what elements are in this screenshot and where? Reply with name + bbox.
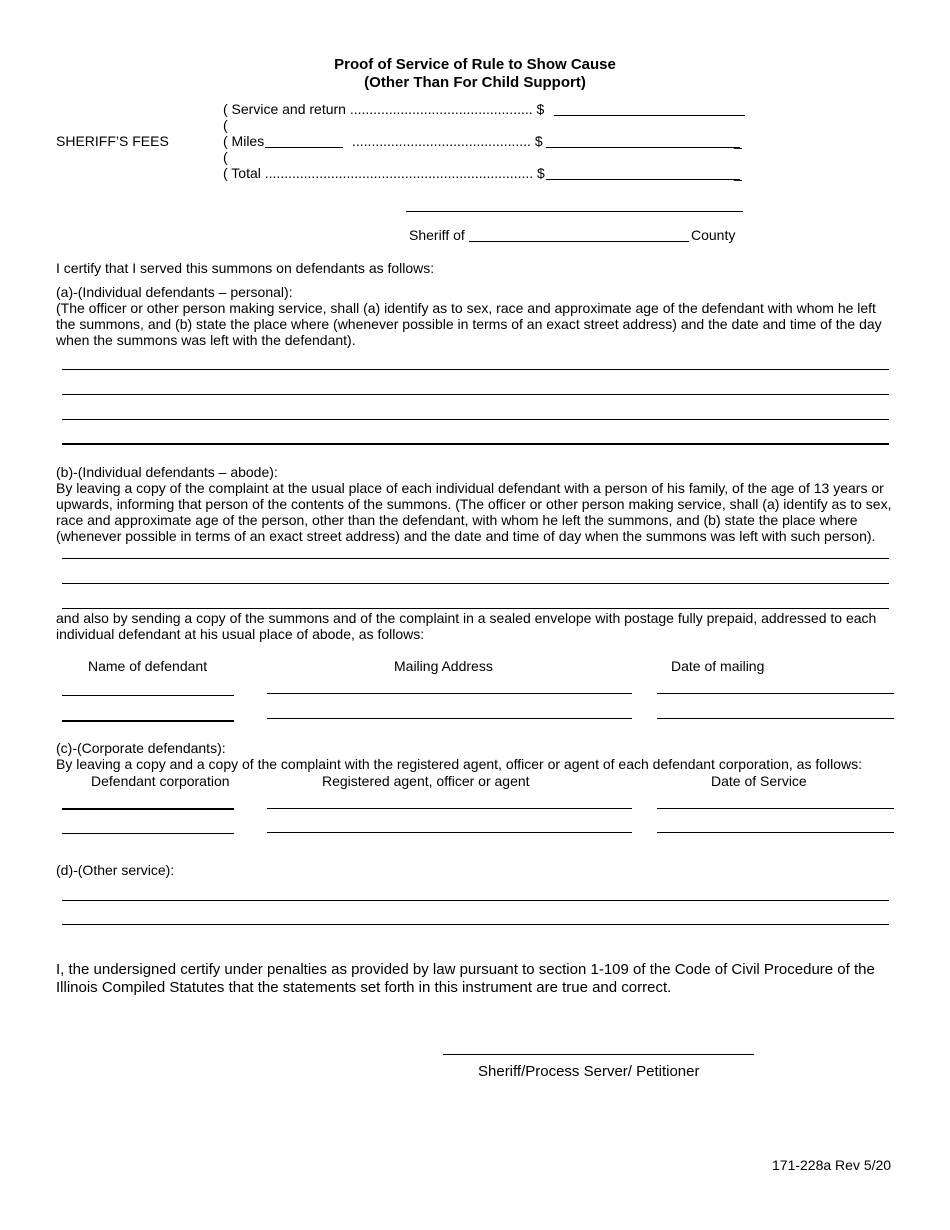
date-of-mailing-field[interactable] — [657, 693, 894, 694]
service-return-label: ( Service and return ............................................... $ — [223, 101, 545, 117]
section-a-heading: (a)-(Individual defendants – personal): — [56, 284, 293, 300]
section-b-heading: (b)-(Individual defendants – abode): — [56, 464, 278, 480]
sheriff-signature-line[interactable] — [406, 211, 743, 212]
section-d-line[interactable] — [62, 900, 889, 901]
section-a-line[interactable] — [62, 419, 889, 420]
certify-intro: I certify that I served this summons on defendants as follows: — [56, 260, 435, 276]
defendant-name-field[interactable] — [62, 695, 234, 696]
section-a-line[interactable] — [62, 394, 889, 395]
miles-label: ( Miles — [223, 133, 265, 149]
defendant-corporation-field[interactable] — [62, 808, 234, 810]
miles-underscore: _ — [734, 133, 742, 149]
form-number: 171-228a Rev 5/20 — [772, 1157, 892, 1173]
county-label: County — [691, 227, 736, 243]
registered-agent-field[interactable] — [267, 832, 632, 833]
column-header-date-of-service: Date of Service — [711, 773, 807, 789]
defendant-name-field[interactable] — [62, 720, 234, 722]
miles-count-field[interactable] — [265, 147, 343, 148]
column-header-defendant-corporation: Defendant corporation — [91, 773, 230, 789]
form-subtitle: (Other Than For Child Support) — [364, 74, 586, 91]
fees-paren: ( — [223, 117, 228, 133]
service-return-field[interactable] — [554, 115, 745, 116]
miles-amount-field[interactable] — [546, 147, 740, 148]
mailing-address-field[interactable] — [267, 693, 632, 694]
section-a-line[interactable] — [62, 369, 889, 370]
total-underscore: _ — [734, 165, 742, 181]
total-amount-field[interactable] — [546, 179, 740, 180]
section-a-instructions: (The officer or other person making service, shall (a) identify as to sex, race and approximate age of the defendant with whom he left the summons, and (b) state the place where (whenever possible in terms of an exact street address) and the date and time of the day when the summons was left with the defendant). — [56, 300, 882, 348]
section-c-heading: (c)-(Corporate defendants): — [56, 740, 226, 756]
column-header-registered-agent: Registered agent, officer or agent — [322, 773, 530, 789]
section-b-instructions: By leaving a copy of the complaint at the usual place of each individual defendant with a person of his family, of the age of 13 years or upwards, informing that person of the contents of the summons. (The officer or other person making service, shall (a) identify as to sex, race and approximate age of the person, other than the defendant, with whom he left the summons, and (b) state the place where (whenever possible in terms of an exact street address) and the date and time of day when the summons was left with such person). — [56, 480, 892, 544]
section-d-heading: (d)-(Other service): — [56, 862, 175, 878]
form-title: Proof of Service of Rule to Show Cause — [334, 56, 616, 73]
section-b-line[interactable] — [62, 583, 889, 584]
sheriff-of-label: Sheriff of — [409, 227, 465, 243]
section-d-line[interactable] — [62, 924, 889, 925]
section-a-line[interactable] — [62, 443, 889, 445]
registered-agent-field[interactable] — [267, 808, 632, 809]
defendant-corporation-field[interactable] — [62, 833, 234, 834]
date-of-service-field[interactable] — [657, 832, 894, 833]
mailing-address-field[interactable] — [267, 718, 632, 719]
total-label: ( Total ..................................................................... $ — [223, 165, 545, 181]
section-b-line[interactable] — [62, 558, 889, 559]
miles-dots: .............................................. $ — [352, 133, 543, 149]
section-b-mailing-text: and also by sending a copy of the summons and of the complaint in a sealed envelope with postage fully prepaid, addressed to each individual defendant at his usual place of abode, as follows: — [56, 610, 877, 642]
signature-line[interactable] — [443, 1054, 754, 1055]
column-header-mailing-address: Mailing Address — [394, 658, 493, 674]
date-of-mailing-field[interactable] — [657, 718, 894, 719]
signature-label: Sheriff/Process Server/ Petitioner — [478, 1063, 700, 1080]
section-b-line[interactable] — [62, 608, 889, 609]
column-header-name-of-defendant: Name of defendant — [88, 658, 208, 674]
county-field[interactable] — [469, 241, 689, 242]
date-of-service-field[interactable] — [657, 808, 894, 809]
certification-statement: I, the undersigned certify under penalties as provided by law pursuant to section 1-109 of the Code of Civil Procedure of the Illinois Compiled Statutes that the statements set forth in this instrument are true and correct. — [56, 961, 875, 996]
column-header-date-of-mailing: Date of mailing — [671, 658, 765, 674]
fees-paren: ( — [223, 149, 228, 165]
section-c-instructions: By leaving a copy and a copy of the complaint with the registered agent, officer or agent of each defendant corporation, as follows: — [56, 756, 863, 772]
sheriffs-fees-label: SHERIFF’S FEES — [56, 133, 169, 149]
